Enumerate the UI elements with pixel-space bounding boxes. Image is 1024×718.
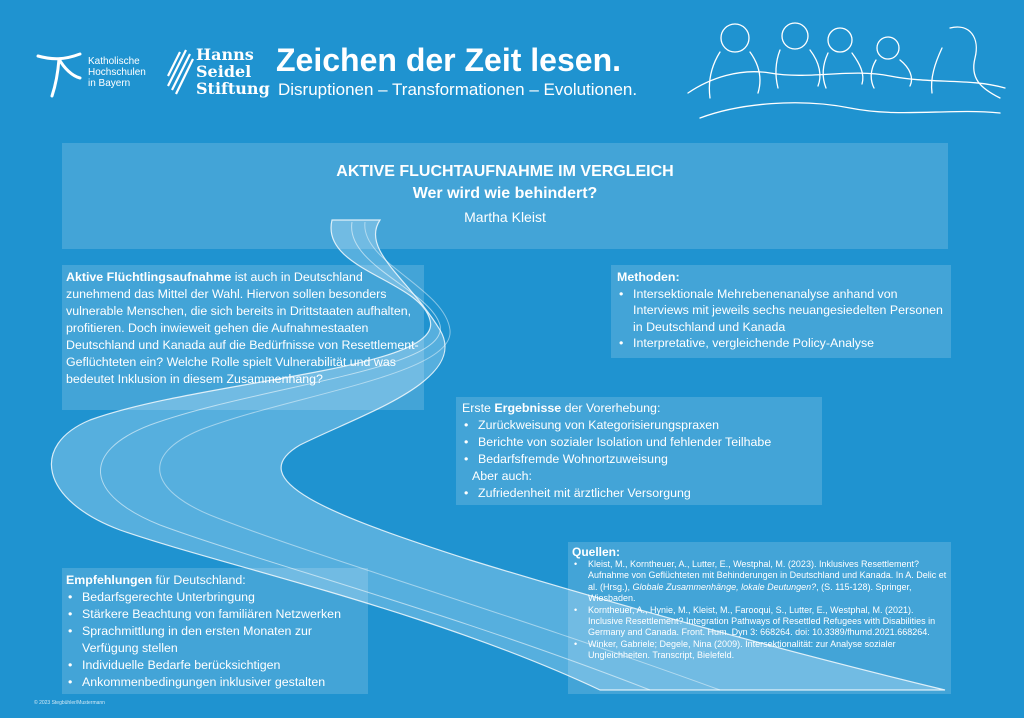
author-name: Martha Kleist xyxy=(464,209,546,225)
subheadline: Disruptionen – Transformationen – Evolutionen. xyxy=(278,80,638,99)
results-item: • Zurückweisung von Kategorisierungspraxen xyxy=(462,417,816,434)
methods-heading: Methoden: xyxy=(617,270,680,284)
hss-logo-line: Seidel xyxy=(196,62,252,81)
hss-logo xyxy=(166,44,270,100)
hss-logo-icon xyxy=(166,46,194,98)
khb-logo xyxy=(34,46,164,98)
poster-title: AKTIVE FLUCHTAUFNAHME IM VERGLEICH xyxy=(336,163,674,180)
results-aber-auch: Aber auch: xyxy=(472,469,532,483)
results-item: • Zufriedenheit mit ärztlicher Versorgung xyxy=(462,485,816,502)
recommendations-item: • Sprachmittlung in den ersten Monaten zur Verfügung stellen xyxy=(66,623,364,657)
people-line-illustration xyxy=(680,8,1010,128)
footer-copyright: © 2023 Stegbühler/Mustermann xyxy=(34,700,105,706)
results-item: • Berichte von sozialer Isolation und fehlender Teilhabe xyxy=(462,434,816,451)
methods-box xyxy=(611,265,951,358)
intro-box xyxy=(62,265,424,410)
intro-bold: Aktive Flüchtlingsaufnahme xyxy=(66,270,232,284)
recommendations-item: • Stärkere Beachtung von familiären Netzwerken xyxy=(66,606,364,623)
recommendations-heading: Empfehlungen für Deutschland: xyxy=(66,573,246,587)
intro-text: ist auch in Deutschland zunehmend das Mittel der Wahl. Hiervon sollen besonders vulnerable Menschen, die sich bereits in Drittstaaten aufhalten, profitieren. Doch inwieweit gehen die Aufnahmestaaten Deutschland und Kanada auf die Bedürfnisse von Resettlement-Geflüchteten ein? Welche Rolle spielt Vulnerabilität und was bedeutet Inklusion in diesem Zusammenhang? xyxy=(66,270,419,386)
recommendations-item: • Individuelle Bedarfe berücksichtigen xyxy=(66,657,364,674)
results-item: • Bedarfsfremde Wohnortzuweisung xyxy=(462,451,816,468)
hss-logo-line: Stiftung xyxy=(196,79,270,98)
source-item: • Kleist, M., Korntheuer, A., Lutter, E., Westphal, M. (2023). Inklusives Resettlement? Aufnahme von Geflüchteten mit Behinderungen in Deutschland und Kanada. In A. Delic et al. (Hrsg.), Globale Zusammenhänge, lokale Deutungen?, (S. 115-128). Springer, Wiesbaden. xyxy=(572,559,947,605)
khb-logo-icon xyxy=(34,46,84,98)
methods-item: • Intersektionale Mehrebenenanalyse anhand von Interviews mit jeweils sechs neuangesiedelten Personen in Deutschland und Kanada xyxy=(617,286,945,336)
recommendations-box xyxy=(62,568,368,694)
khb-logo-line: Katholische xyxy=(88,56,140,67)
sources-heading: Quellen: xyxy=(572,545,621,559)
results-heading: Erste Ergebnisse der Vorerhebung: xyxy=(462,401,661,415)
results-box xyxy=(456,397,822,505)
headline: Zeichen der Zeit lesen. xyxy=(276,42,621,78)
khb-logo-line: in Bayern xyxy=(88,78,131,89)
khb-logo-line: Hochschulen xyxy=(88,67,146,78)
methods-item: • Interpretative, vergleichende Policy-Analyse xyxy=(617,335,945,352)
recommendations-item: • Bedarfsgerechte Unterbringung xyxy=(66,589,364,606)
hss-logo-line: Hanns xyxy=(196,45,254,64)
sources-box xyxy=(568,542,951,694)
source-item: • Korntheuer, A., Hynie, M., Kleist, M., Farooqui, S., Lutter, E., Westphal, M. (2021). Inclusive Resettlement? Integration Pathways of Resettled Refugees with Disabilities in Germany and Canada. Front. Hum. Dyn 3: 668264. doi: 10.3389/fhumd.2021.668264. xyxy=(572,605,947,639)
title-box xyxy=(62,143,948,249)
source-item: • Winker, Gabriele; Degele, Nina (2009). Intersektionalität: zur Analyse sozialer Ungleichheiten. Transcript, Bielefeld. xyxy=(572,639,947,662)
poster-subtitle: Wer wird wie behindert? xyxy=(412,185,598,202)
recommendations-item: • Ankommenbedingungen inklusiver gestalten xyxy=(66,674,364,691)
